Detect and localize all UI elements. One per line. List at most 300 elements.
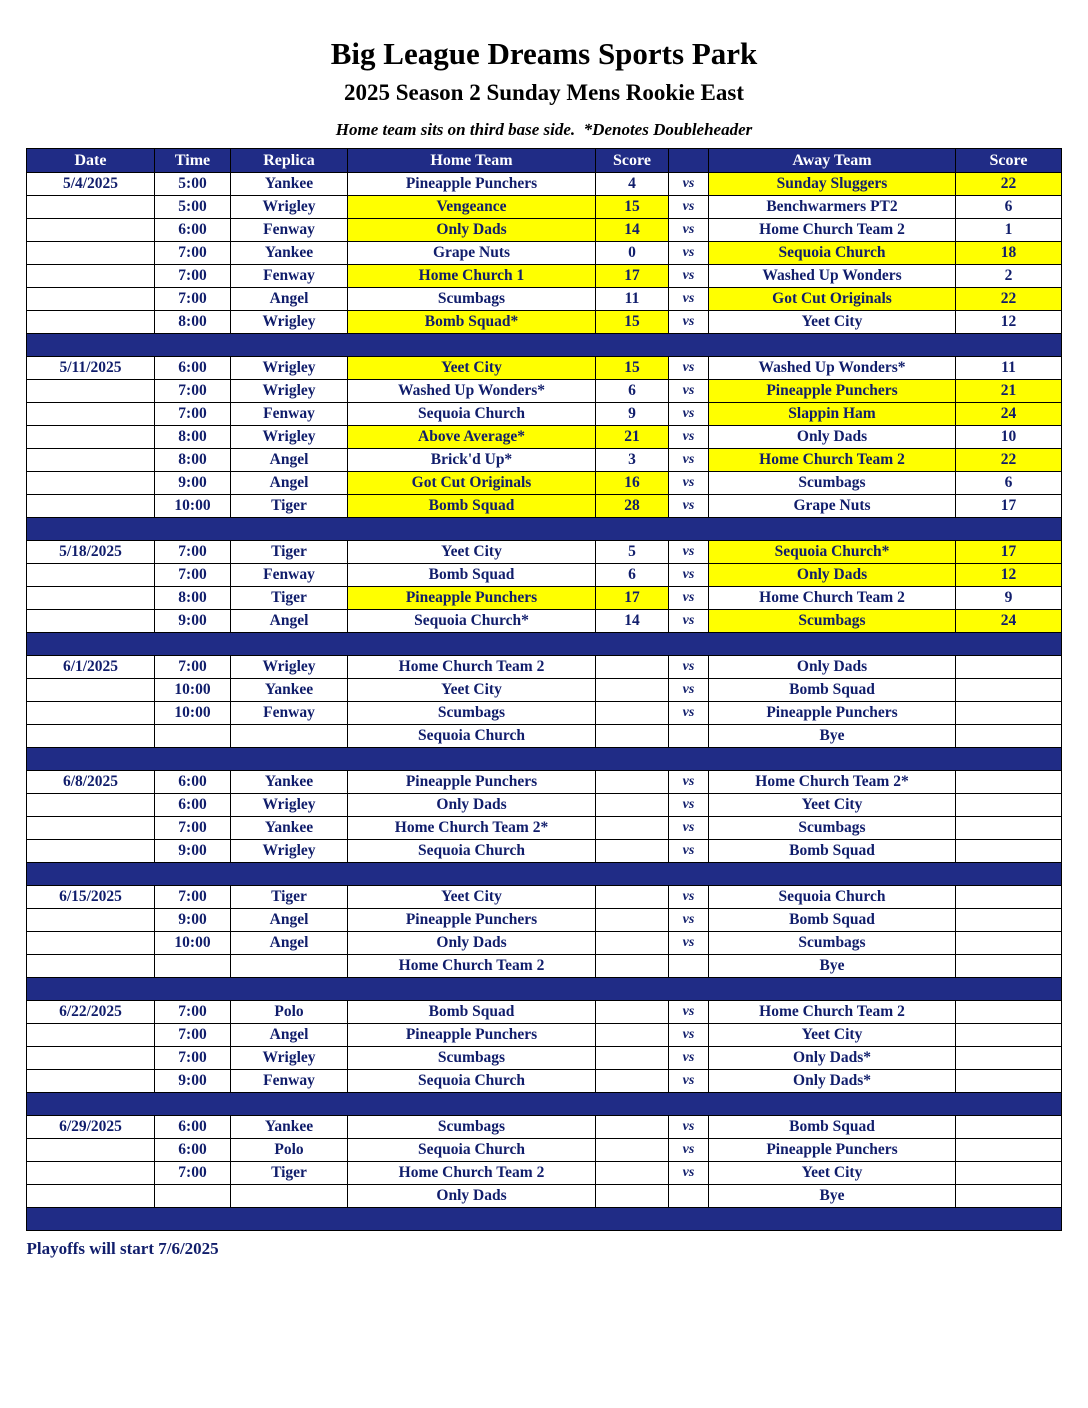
time-cell: 9:00 — [155, 840, 231, 863]
away-team-cell: Benchwarmers PT2 — [709, 196, 956, 219]
date-cell: 6/29/2025 — [27, 1116, 155, 1139]
vs-cell: vs — [669, 196, 709, 219]
away-score-cell: 22 — [956, 173, 1062, 196]
home-score-cell: 3 — [596, 449, 669, 472]
replica-cell: Fenway — [231, 265, 348, 288]
game-row — [27, 219, 1062, 242]
away-team-cell: Got Cut Originals — [709, 288, 956, 311]
separator-row — [27, 978, 1062, 1001]
vs-cell: vs — [669, 426, 709, 449]
date-cell — [27, 1024, 155, 1047]
away-score-cell: 22 — [956, 288, 1062, 311]
date-cell — [27, 679, 155, 702]
vs-cell: vs — [669, 265, 709, 288]
separator-row — [27, 1208, 1062, 1231]
home-score-cell — [596, 656, 669, 679]
away-team-cell: Pineapple Punchers — [709, 380, 956, 403]
date-cell: 6/1/2025 — [27, 656, 155, 679]
time-cell: 6:00 — [155, 219, 231, 242]
replica-cell — [231, 955, 348, 978]
game-row — [27, 311, 1062, 334]
schedule-table — [26, 148, 1062, 1231]
away-team-cell: Bomb Squad — [709, 909, 956, 932]
away-team-cell: Slappin Ham — [709, 403, 956, 426]
away-score-cell — [956, 1185, 1062, 1208]
vs-cell — [669, 725, 709, 748]
replica-cell: Wrigley — [231, 840, 348, 863]
game-row — [27, 840, 1062, 863]
away-score-cell: 6 — [956, 472, 1062, 495]
date-cell: 6/8/2025 — [27, 771, 155, 794]
home-score-cell: 4 — [596, 173, 669, 196]
away-score-cell: 17 — [956, 541, 1062, 564]
home-score-cell: 28 — [596, 495, 669, 518]
time-cell: 7:00 — [155, 1001, 231, 1024]
replica-cell: Angel — [231, 909, 348, 932]
vs-cell: vs — [669, 1116, 709, 1139]
time-cell: 7:00 — [155, 242, 231, 265]
date-cell — [27, 702, 155, 725]
home-team-cell: Yeet City — [348, 357, 596, 380]
time-cell: 9:00 — [155, 610, 231, 633]
game-row — [27, 1162, 1062, 1185]
replica-cell: Angel — [231, 449, 348, 472]
replica-cell: Yankee — [231, 771, 348, 794]
time-cell: 6:00 — [155, 1139, 231, 1162]
date-cell — [27, 311, 155, 334]
away-team-cell: Yeet City — [709, 311, 956, 334]
time-cell: 9:00 — [155, 472, 231, 495]
home-team-cell: Pineapple Punchers — [348, 173, 596, 196]
separator-cell — [27, 334, 1062, 357]
away-score-cell — [956, 1001, 1062, 1024]
away-score-cell — [956, 840, 1062, 863]
away-score-cell: 17 — [956, 495, 1062, 518]
time-cell: 9:00 — [155, 909, 231, 932]
home-team-cell: Only Dads — [348, 219, 596, 242]
separator-cell — [27, 1208, 1062, 1231]
vs-cell: vs — [669, 1139, 709, 1162]
column-header: Score — [956, 149, 1062, 173]
vs-cell: vs — [669, 380, 709, 403]
vs-cell: vs — [669, 449, 709, 472]
replica-cell: Polo — [231, 1139, 348, 1162]
vs-cell: vs — [669, 242, 709, 265]
time-cell: 7:00 — [155, 1047, 231, 1070]
game-row — [27, 817, 1062, 840]
home-score-cell: 9 — [596, 403, 669, 426]
home-team-cell: Bomb Squad — [348, 495, 596, 518]
home-team-cell: Home Church Team 2* — [348, 817, 596, 840]
home-team-cell: Yeet City — [348, 886, 596, 909]
replica-cell — [231, 725, 348, 748]
time-cell: 8:00 — [155, 587, 231, 610]
time-cell: 8:00 — [155, 426, 231, 449]
vs-cell: vs — [669, 886, 709, 909]
vs-cell: vs — [669, 1024, 709, 1047]
time-cell: 6:00 — [155, 1116, 231, 1139]
separator-cell — [27, 978, 1062, 1001]
away-score-cell — [956, 1024, 1062, 1047]
replica-cell: Tiger — [231, 587, 348, 610]
date-cell — [27, 1139, 155, 1162]
column-header: Home Team — [348, 149, 596, 173]
home-score-cell — [596, 909, 669, 932]
home-team-cell: Bomb Squad* — [348, 311, 596, 334]
date-cell — [27, 794, 155, 817]
game-row — [27, 380, 1062, 403]
date-cell — [27, 242, 155, 265]
home-team-cell: Sequoia Church — [348, 1139, 596, 1162]
date-cell — [27, 610, 155, 633]
vs-cell: vs — [669, 817, 709, 840]
bye-row — [27, 725, 1062, 748]
time-cell: 7:00 — [155, 817, 231, 840]
away-team-cell: Home Church Team 2* — [709, 771, 956, 794]
time-cell: 7:00 — [155, 403, 231, 426]
home-score-cell — [596, 1162, 669, 1185]
game-row — [27, 1047, 1062, 1070]
game-row — [27, 771, 1062, 794]
game-row — [27, 1139, 1062, 1162]
time-cell — [155, 1185, 231, 1208]
home-team-cell: Only Dads — [348, 932, 596, 955]
home-team-cell: Home Church 1 — [348, 265, 596, 288]
away-team-cell: Only Dads — [709, 564, 956, 587]
game-row — [27, 472, 1062, 495]
replica-cell: Fenway — [231, 219, 348, 242]
away-score-cell — [956, 794, 1062, 817]
away-score-cell — [956, 1116, 1062, 1139]
date-cell — [27, 1047, 155, 1070]
vs-cell: vs — [669, 932, 709, 955]
away-score-cell: 2 — [956, 265, 1062, 288]
vs-cell: vs — [669, 472, 709, 495]
date-cell: 5/18/2025 — [27, 541, 155, 564]
home-score-cell — [596, 817, 669, 840]
away-score-cell: 22 — [956, 449, 1062, 472]
home-team-cell: Pineapple Punchers — [348, 909, 596, 932]
game-row — [27, 909, 1062, 932]
date-cell — [27, 955, 155, 978]
date-cell — [27, 196, 155, 219]
header-row — [27, 149, 1062, 173]
away-score-cell: 12 — [956, 564, 1062, 587]
away-team-cell: Bye — [709, 1185, 956, 1208]
home-score-cell — [596, 840, 669, 863]
home-team-cell: Vengeance — [348, 196, 596, 219]
replica-cell: Yankee — [231, 817, 348, 840]
home-score-cell: 14 — [596, 219, 669, 242]
vs-cell: vs — [669, 610, 709, 633]
home-team-cell: Pineapple Punchers — [348, 587, 596, 610]
game-row — [27, 886, 1062, 909]
replica-cell: Fenway — [231, 403, 348, 426]
home-score-cell — [596, 932, 669, 955]
replica-cell: Wrigley — [231, 311, 348, 334]
away-team-cell: Scumbags — [709, 472, 956, 495]
time-cell — [155, 955, 231, 978]
date-cell — [27, 725, 155, 748]
home-score-cell: 6 — [596, 564, 669, 587]
separator-cell — [27, 518, 1062, 541]
time-cell: 7:00 — [155, 564, 231, 587]
date-cell — [27, 495, 155, 518]
replica-cell: Tiger — [231, 495, 348, 518]
away-score-cell — [956, 817, 1062, 840]
vs-cell: vs — [669, 403, 709, 426]
replica-cell: Tiger — [231, 886, 348, 909]
home-team-cell: Home Church Team 2 — [348, 955, 596, 978]
away-score-cell — [956, 702, 1062, 725]
away-score-cell — [956, 656, 1062, 679]
vs-cell: vs — [669, 1162, 709, 1185]
away-team-cell: Only Dads — [709, 656, 956, 679]
away-score-cell — [956, 1047, 1062, 1070]
home-score-cell — [596, 955, 669, 978]
time-cell: 10:00 — [155, 495, 231, 518]
home-score-cell: 17 — [596, 265, 669, 288]
home-score-cell — [596, 679, 669, 702]
away-team-cell: Pineapple Punchers — [709, 1139, 956, 1162]
game-row — [27, 1024, 1062, 1047]
away-score-cell: 6 — [956, 196, 1062, 219]
vs-cell: vs — [669, 794, 709, 817]
away-team-cell: Grape Nuts — [709, 495, 956, 518]
replica-cell: Wrigley — [231, 196, 348, 219]
away-team-cell: Scumbags — [709, 932, 956, 955]
replica-cell: Yankee — [231, 242, 348, 265]
replica-cell: Fenway — [231, 702, 348, 725]
game-row — [27, 173, 1062, 196]
away-score-cell: 12 — [956, 311, 1062, 334]
home-team-cell: Home Church Team 2 — [348, 656, 596, 679]
home-score-cell: 14 — [596, 610, 669, 633]
game-row — [27, 495, 1062, 518]
separator-row — [27, 633, 1062, 656]
time-cell: 10:00 — [155, 702, 231, 725]
replica-cell: Angel — [231, 610, 348, 633]
bye-row — [27, 955, 1062, 978]
vs-cell: vs — [669, 311, 709, 334]
date-cell — [27, 380, 155, 403]
column-header: Away Team — [709, 149, 956, 173]
time-cell: 8:00 — [155, 311, 231, 334]
replica-cell: Yankee — [231, 1116, 348, 1139]
away-team-cell: Only Dads* — [709, 1070, 956, 1093]
away-team-cell: Home Church Team 2 — [709, 219, 956, 242]
date-cell — [27, 426, 155, 449]
replica-cell — [231, 1185, 348, 1208]
game-row — [27, 656, 1062, 679]
replica-cell: Wrigley — [231, 1047, 348, 1070]
playoffs-note: Playoffs will start 7/6/2025 — [26, 1239, 219, 1258]
date-cell — [27, 265, 155, 288]
separator-cell — [27, 1093, 1062, 1116]
game-row — [27, 1001, 1062, 1024]
home-score-cell: 15 — [596, 357, 669, 380]
replica-cell: Wrigley — [231, 357, 348, 380]
home-team-cell: Sequoia Church* — [348, 610, 596, 633]
home-score-cell — [596, 886, 669, 909]
game-row — [27, 702, 1062, 725]
date-cell — [27, 587, 155, 610]
separator-cell — [27, 863, 1062, 886]
home-score-cell: 6 — [596, 380, 669, 403]
home-score-cell — [596, 771, 669, 794]
date-cell — [27, 403, 155, 426]
home-score-cell — [596, 725, 669, 748]
time-cell: 5:00 — [155, 173, 231, 196]
home-team-cell: Pineapple Punchers — [348, 771, 596, 794]
away-score-cell — [956, 1139, 1062, 1162]
home-score-cell: 15 — [596, 311, 669, 334]
replica-cell: Wrigley — [231, 656, 348, 679]
vs-cell: vs — [669, 357, 709, 380]
time-cell: 10:00 — [155, 932, 231, 955]
vs-cell — [669, 955, 709, 978]
away-team-cell: Only Dads — [709, 426, 956, 449]
home-team-cell: Grape Nuts — [348, 242, 596, 265]
away-team-cell: Bye — [709, 725, 956, 748]
away-score-cell: 21 — [956, 380, 1062, 403]
home-score-cell: 16 — [596, 472, 669, 495]
away-team-cell: Washed Up Wonders* — [709, 357, 956, 380]
date-cell — [27, 1070, 155, 1093]
away-score-cell — [956, 886, 1062, 909]
replica-cell: Wrigley — [231, 380, 348, 403]
away-team-cell: Bomb Squad — [709, 1116, 956, 1139]
home-score-cell: 17 — [596, 587, 669, 610]
home-score-cell — [596, 702, 669, 725]
away-team-cell: Yeet City — [709, 794, 956, 817]
home-score-cell — [596, 1047, 669, 1070]
home-team-cell: Got Cut Originals — [348, 472, 596, 495]
home-team-cell: Sequoia Church — [348, 725, 596, 748]
time-cell: 8:00 — [155, 449, 231, 472]
separator-row — [27, 863, 1062, 886]
vs-cell: vs — [669, 656, 709, 679]
away-score-cell — [956, 771, 1062, 794]
page-subtitle: 2025 Season 2 Sunday Mens Rookie East — [343, 80, 745, 105]
game-row — [27, 679, 1062, 702]
away-team-cell: Washed Up Wonders — [709, 265, 956, 288]
away-team-cell: Home Church Team 2 — [709, 587, 956, 610]
home-team-cell: Home Church Team 2 — [348, 1162, 596, 1185]
home-team-cell: Scumbags — [348, 1116, 596, 1139]
separator-row — [27, 1093, 1062, 1116]
replica-cell: Angel — [231, 1024, 348, 1047]
date-cell — [27, 1185, 155, 1208]
vs-cell: vs — [669, 288, 709, 311]
away-team-cell: Bye — [709, 955, 956, 978]
home-team-cell: Sequoia Church — [348, 403, 596, 426]
replica-cell: Yankee — [231, 173, 348, 196]
vs-cell: vs — [669, 495, 709, 518]
away-team-cell: Bomb Squad — [709, 840, 956, 863]
home-team-cell: Bomb Squad — [348, 1001, 596, 1024]
date-cell: 5/4/2025 — [27, 173, 155, 196]
time-cell: 5:00 — [155, 196, 231, 219]
bye-row — [27, 1185, 1062, 1208]
time-cell: 9:00 — [155, 1070, 231, 1093]
date-cell — [27, 564, 155, 587]
vs-cell: vs — [669, 679, 709, 702]
home-score-cell — [596, 1139, 669, 1162]
home-team-cell: Yeet City — [348, 679, 596, 702]
time-cell: 7:00 — [155, 1162, 231, 1185]
vs-cell: vs — [669, 1047, 709, 1070]
time-cell: 10:00 — [155, 679, 231, 702]
column-header: Score — [596, 149, 669, 173]
time-cell — [155, 725, 231, 748]
game-row — [27, 1116, 1062, 1139]
home-team-cell: Yeet City — [348, 541, 596, 564]
replica-cell: Polo — [231, 1001, 348, 1024]
away-score-cell: 24 — [956, 403, 1062, 426]
vs-cell: vs — [669, 173, 709, 196]
away-score-cell — [956, 679, 1062, 702]
home-team-note: Home team sits on third base side. *Denotes Doubleheader — [335, 120, 753, 139]
time-cell: 7:00 — [155, 656, 231, 679]
replica-cell: Fenway — [231, 564, 348, 587]
game-row — [27, 426, 1062, 449]
home-score-cell — [596, 1001, 669, 1024]
away-team-cell: Yeet City — [709, 1024, 956, 1047]
date-cell — [27, 1162, 155, 1185]
vs-cell: vs — [669, 771, 709, 794]
home-score-cell — [596, 794, 669, 817]
replica-cell: Fenway — [231, 1070, 348, 1093]
home-score-cell: 11 — [596, 288, 669, 311]
replica-cell: Tiger — [231, 541, 348, 564]
time-cell: 7:00 — [155, 288, 231, 311]
home-score-cell: 21 — [596, 426, 669, 449]
vs-cell: vs — [669, 541, 709, 564]
away-team-cell: Sunday Sluggers — [709, 173, 956, 196]
game-row — [27, 1070, 1062, 1093]
away-team-cell: Sequoia Church — [709, 242, 956, 265]
away-team-cell: Yeet City — [709, 1162, 956, 1185]
away-team-cell: Home Church Team 2 — [709, 1001, 956, 1024]
game-row — [27, 242, 1062, 265]
vs-cell: vs — [669, 840, 709, 863]
separator-row — [27, 334, 1062, 357]
column-header: Replica — [231, 149, 348, 173]
home-team-cell: Sequoia Church — [348, 840, 596, 863]
separator-row — [27, 748, 1062, 771]
time-cell: 6:00 — [155, 794, 231, 817]
home-score-cell: 0 — [596, 242, 669, 265]
away-score-cell: 1 — [956, 219, 1062, 242]
separator-row — [27, 518, 1062, 541]
date-cell: 6/22/2025 — [27, 1001, 155, 1024]
time-cell: 7:00 — [155, 541, 231, 564]
game-row — [27, 541, 1062, 564]
vs-cell: vs — [669, 1001, 709, 1024]
replica-cell: Tiger — [231, 1162, 348, 1185]
away-score-cell — [956, 1162, 1062, 1185]
home-team-cell: Above Average* — [348, 426, 596, 449]
away-team-cell: Sequoia Church* — [709, 541, 956, 564]
away-score-cell — [956, 725, 1062, 748]
replica-cell: Angel — [231, 288, 348, 311]
away-score-cell: 18 — [956, 242, 1062, 265]
away-score-cell — [956, 932, 1062, 955]
date-cell — [27, 219, 155, 242]
date-cell — [27, 472, 155, 495]
vs-cell: vs — [669, 1070, 709, 1093]
